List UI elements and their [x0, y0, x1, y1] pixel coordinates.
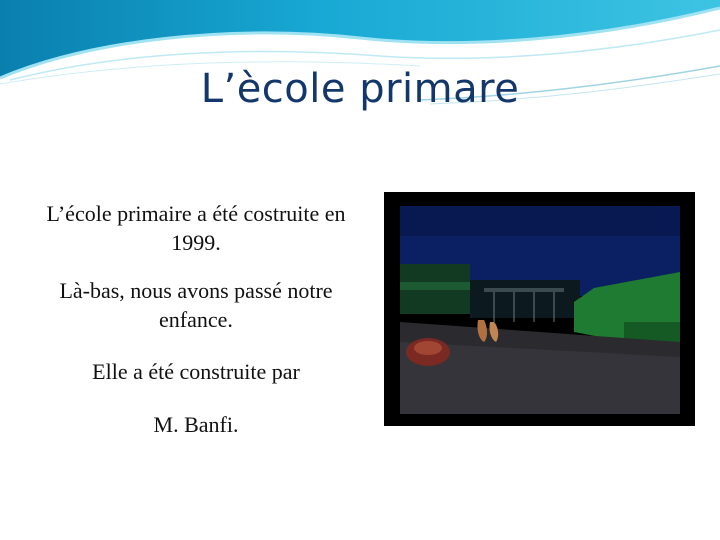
school-photo: [384, 192, 695, 426]
paragraph-construction: L’école primaire a été costruite en 1999.: [46, 201, 346, 255]
paragraph-childhood: Là-bas, nous avons passé notre enfance.: [59, 278, 333, 332]
paragraph-built-by: Elle a été construite par: [92, 359, 300, 385]
slide-title: L’ècole primare: [200, 66, 520, 112]
paragraph-architect: M. Banfi.: [153, 411, 239, 437]
slide-body: [40, 200, 352, 460]
